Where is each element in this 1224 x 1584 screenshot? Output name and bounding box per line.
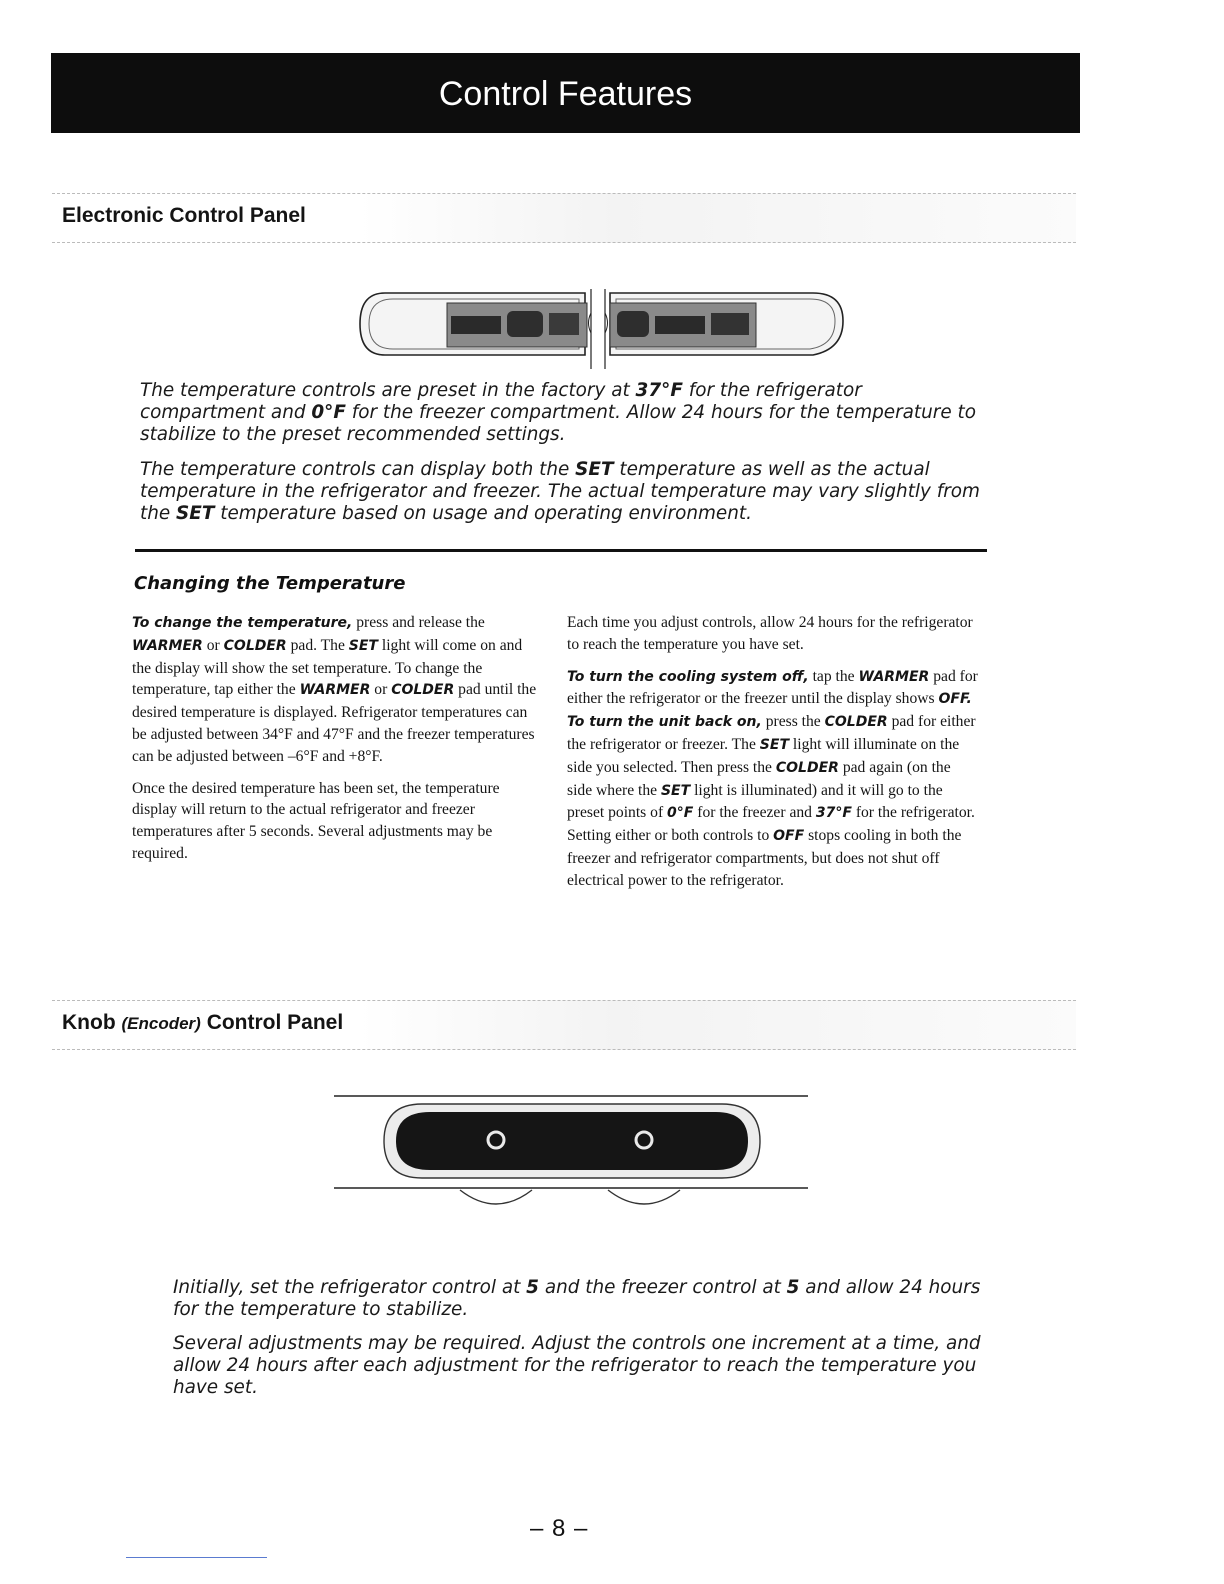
page-title: Control Features (438, 75, 693, 113)
left-paragraph-1 (132, 612, 544, 768)
text-run: pad for either the refrigerator or the freezer until the display shows (567, 667, 978, 708)
text-run: pad for either the refrigerator or freezer. The (567, 713, 976, 753)
text-run: or (370, 681, 392, 699)
electronic-control-panel-illustration (355, 283, 850, 375)
electronic-intro-paragraph-1 (140, 380, 990, 446)
text-run: for the refrigerator compartment and (140, 380, 862, 423)
text-run-bold: To change the temperature, (132, 615, 353, 631)
right-paragraph-2 (567, 666, 979, 892)
knob-section-header (52, 1000, 1076, 1050)
text-run: light is illuminated) and it will go to the preset points of (567, 781, 943, 822)
text-run-bold: 5 (786, 1277, 800, 1298)
text-run-bold: SET (176, 503, 215, 524)
text-run-bold: SET (759, 736, 789, 753)
text-run-bold: To turn the unit back on, (567, 714, 762, 731)
text-run: The temperature controls are preset in the factory at (140, 380, 636, 401)
text-run-bold: 0°F (667, 805, 694, 822)
text-run-bold: 37°F (815, 805, 852, 822)
knob-heading-rest: Control Panel (206, 1011, 344, 1034)
knob-heading-main: Knob (62, 1011, 116, 1034)
text-run: or (202, 636, 224, 654)
electronic-section-header (52, 193, 1076, 243)
knob-intro-paragraph-1 (173, 1277, 993, 1321)
section-divider (135, 549, 987, 552)
text-run-bold: COLDER (223, 637, 287, 654)
text-run: for the freezer and (693, 804, 816, 822)
text-run-bold: SET (348, 637, 378, 654)
text-run: Initially, set the refrigerator control at (173, 1277, 527, 1298)
text-run: pad. The (286, 636, 349, 654)
text-run-bold: COLDER (391, 682, 455, 699)
text-run-bold: To turn the cooling system off, (567, 668, 809, 685)
left-paragraph-2 (132, 778, 544, 865)
electronic-section-title: Electronic Control Panel (62, 204, 306, 227)
text-run: tap the (808, 667, 859, 685)
text-run: for the freezer compartment. Allow 24 hours for the temperature to stabilize to the preset recommended settings. (140, 402, 976, 445)
electronic-intro-paragraph-2 (140, 459, 990, 525)
page-banner (51, 53, 1080, 133)
text-run-bold: 37°F (635, 380, 683, 401)
text-run: Several adjustments may be required. Adjust the controls one increment at a time, and allow 24 hours after each adjustment for the refrigerator to reach the temperature you have set. (173, 1333, 981, 1398)
text-run: temperature as well as the actual temperature in the refrigerator and freezer. The actual temperature may vary slightly from the (140, 459, 980, 524)
text-run-bold: OFF. (938, 691, 972, 708)
text-run-bold: WARMER (858, 668, 930, 685)
text-run: light will come on and the display will show the set temperature. To change the temperature, tap either the (132, 636, 523, 699)
footer-line (126, 1557, 267, 1558)
text-run-bold: OFF (773, 828, 805, 845)
text-run: and allow 24 hours for the temperature to stabilize. (173, 1277, 981, 1320)
text-run-bold: 5 (526, 1277, 539, 1298)
text-run: press and release the (352, 614, 485, 631)
text-run: stops cooling in both the freezer and refrigerator compartments, but does not shut off electrical power to the refrigerator. (567, 827, 962, 889)
text-run-bold: 0°F (311, 402, 346, 423)
text-run: temperature based on usage and operating environment. (214, 503, 752, 524)
knob-control-panel-illustration (330, 1090, 812, 1222)
text-run-bold: COLDER (824, 714, 888, 731)
text-run-bold: COLDER (775, 759, 839, 776)
text-run: for the refrigerator. Setting either or both controls to (567, 804, 975, 845)
page-number: – 8 – (530, 1515, 589, 1542)
text-run: press the (761, 713, 825, 731)
right-column (567, 612, 979, 902)
left-column (132, 612, 544, 875)
knob-section-title (62, 1011, 343, 1035)
text-run: light will illuminate on the side you selected. Then press the (567, 735, 960, 776)
text-run: pad again (on the side where the (567, 758, 951, 799)
text-run: Once the desired temperature has been set, the temperature display will return to the actual refrigerator and freezer temperatures after 5 seconds. Several adjustments may be required. (132, 779, 500, 862)
text-run-bold: WARMER (299, 682, 371, 699)
knob-intro-paragraph-2 (173, 1333, 993, 1399)
text-run: The temperature controls can display both the (140, 459, 576, 480)
text-run-bold: SET (575, 459, 614, 480)
text-run: Each time you adjust controls, allow 24 hours for the refrigerator to reach the temperature you have set. (567, 614, 973, 653)
knob-heading-paren: (Encoder) (121, 1014, 201, 1033)
changing-temperature-heading: Changing the Temperature (134, 573, 406, 594)
text-run-bold: SET (660, 782, 691, 799)
text-run: pad until the desired temperature is displayed. Refrigerator temperatures can be adjusted between 34°F and 47°F and the freezer temperatures can be adjusted between –6°F and +8°F. (132, 681, 537, 765)
right-paragraph-1 (567, 612, 979, 656)
text-run-bold: WARMER (132, 637, 203, 654)
text-run: and the freezer control at (538, 1277, 787, 1298)
